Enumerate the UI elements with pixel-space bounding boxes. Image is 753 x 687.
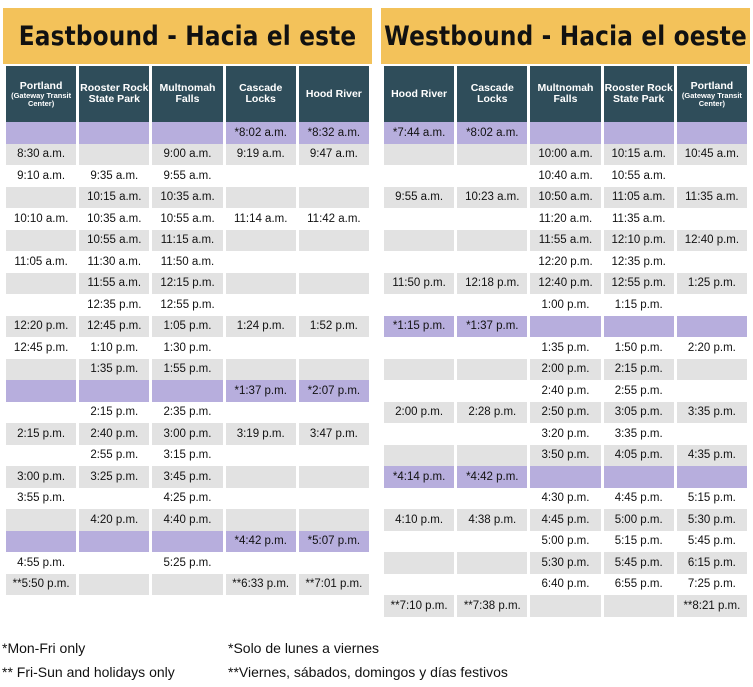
schedule-cell: 2:55 p.m. [604,380,674,402]
schedule-cell [152,574,222,596]
schedule-cell: 6:15 p.m. [677,552,747,574]
westbound-title-bar [381,8,750,64]
schedule-cell [457,552,527,574]
schedule-cell [299,402,369,424]
footnote-mon-fri-es: *Solo de lunes a viernes [228,640,379,656]
schedule-cell: 3:00 p.m. [152,423,222,445]
schedule-cell [677,294,747,316]
schedule-cell: 1:05 p.m. [152,316,222,338]
schedule-cell: 11:42 a.m. [299,208,369,230]
schedule-cell: 12:18 p.m. [457,273,527,295]
schedule-cell [530,122,600,144]
schedule-cell: 12:55 p.m. [604,273,674,295]
schedule-cell: 12:10 p.m. [604,230,674,252]
schedule-cell [79,380,149,402]
schedule-cell [299,445,369,467]
column-header [226,66,296,122]
schedule-cell [299,165,369,187]
schedule-cell: 10:55 a.m. [604,165,674,187]
schedule-cell [226,337,296,359]
schedule-cell: 12:40 p.m. [530,273,600,295]
schedule-cell [604,316,674,338]
schedule-cell [457,165,527,187]
schedule-cell: 11:05 a.m. [6,251,76,273]
schedule-cell: 10:15 a.m. [604,144,674,166]
schedule-cell: 11:30 a.m. [79,251,149,273]
schedule-cell: *1:37 p.m. [226,380,296,402]
schedule-cell [384,488,454,510]
schedule-cell: 9:19 a.m. [226,144,296,166]
schedule-cell [79,552,149,574]
schedule-cell: *8:32 a.m. [299,122,369,144]
schedule-cell [6,230,76,252]
column-header-name: Multnomah Falls [537,82,594,105]
schedule-cell [299,466,369,488]
schedule-cell [457,359,527,381]
schedule-cell: 4:30 p.m. [530,488,600,510]
schedule-cell [6,122,76,144]
schedule-cell [299,187,369,209]
schedule-cell: 8:30 a.m. [6,144,76,166]
schedule-cell: 2:35 p.m. [152,402,222,424]
schedule-cell [457,488,527,510]
schedule-cell: 11:50 a.m. [152,251,222,273]
schedule-cell [384,337,454,359]
schedule-cell: 11:15 a.m. [152,230,222,252]
schedule-cell: 3:20 p.m. [530,423,600,445]
schedule-cell: 2:40 p.m. [79,423,149,445]
schedule-cell: 10:40 a.m. [530,165,600,187]
schedule-cell: *1:15 p.m. [384,316,454,338]
schedule-cell: *7:44 a.m. [384,122,454,144]
schedule-cell: 12:35 p.m. [79,294,149,316]
schedule-cell: 10:50 a.m. [530,187,600,209]
schedule-cell: 12:45 p.m. [6,337,76,359]
schedule-cell [79,488,149,510]
schedule-cell: 7:25 p.m. [677,574,747,596]
schedule-cell [384,251,454,273]
schedule-cell: **6:33 p.m. [226,574,296,596]
schedule-cell: 3:25 p.m. [79,466,149,488]
schedule-cell: 3:50 p.m. [530,445,600,467]
schedule-cell: 6:55 p.m. [604,574,674,596]
schedule-cell: *1:37 p.m. [457,316,527,338]
schedule-cell [6,359,76,381]
schedule-cell [299,552,369,574]
column-header [6,66,76,122]
column-header-name: Multnomah Falls [159,82,216,105]
column-header [384,66,454,122]
schedule-cell [79,531,149,553]
schedule-cell: 2:20 p.m. [677,337,747,359]
schedule-cell: 11:50 p.m. [384,273,454,295]
schedule-cell: 11:55 a.m. [79,273,149,295]
schedule-cell: *4:14 p.m. [384,466,454,488]
schedule-cell [299,273,369,295]
schedule-cell [384,144,454,166]
schedule-cell [299,251,369,273]
schedule-cell: 2:15 p.m. [79,402,149,424]
schedule-cell: 2:40 p.m. [530,380,600,402]
schedule-cell: 5:00 p.m. [530,531,600,553]
schedule-cell [226,402,296,424]
schedule-cell: 10:55 a.m. [152,208,222,230]
schedule-cell: 4:35 p.m. [677,445,747,467]
schedule-cell [299,595,369,617]
schedule-cell [604,466,674,488]
schedule-cell [226,445,296,467]
schedule-cell [226,187,296,209]
column-header [79,66,149,122]
schedule-cell [6,294,76,316]
schedule-cell: 1:15 p.m. [604,294,674,316]
schedule-cell: 5:30 p.m. [530,552,600,574]
schedule-cell: 1:50 p.m. [604,337,674,359]
column-header-name: Hood River [305,87,362,100]
schedule-cell: 9:47 a.m. [299,144,369,166]
schedule-cell [226,273,296,295]
schedule-cell [457,380,527,402]
schedule-cell: 12:40 p.m. [677,230,747,252]
schedule-cell: 3:35 p.m. [677,402,747,424]
schedule-cell [677,380,747,402]
column-header [152,66,222,122]
column-header [530,66,600,122]
schedule-cell: 4:10 p.m. [384,509,454,531]
schedule-cell: 2:28 p.m. [457,402,527,424]
schedule-cell [677,466,747,488]
schedule-cell: 9:10 a.m. [6,165,76,187]
schedule-cell [384,380,454,402]
schedule-cell: 3:00 p.m. [6,466,76,488]
column-header [299,66,369,122]
schedule-cell [79,144,149,166]
eastbound-title: Eastbound - Hacia el este [29,8,346,64]
schedule-cell [6,445,76,467]
schedule-cell: 10:00 a.m. [530,144,600,166]
schedule-cell: 3:47 p.m. [299,423,369,445]
schedule-cell [677,251,747,273]
schedule-cell: **7:10 p.m. [384,595,454,617]
schedule-cell: **5:50 p.m. [6,574,76,596]
schedule-cell: 11:14 a.m. [226,208,296,230]
schedule-cell [299,509,369,531]
column-header-name: Portland [690,79,734,92]
schedule-cell [384,294,454,316]
schedule-cell [384,359,454,381]
schedule-cell: 3:19 p.m. [226,423,296,445]
schedule-cell [384,574,454,596]
schedule-cell: 5:00 p.m. [604,509,674,531]
schedule-cell [226,466,296,488]
schedule-cell: 4:20 p.m. [79,509,149,531]
schedule-cell [226,359,296,381]
schedule-cell: 5:45 p.m. [604,552,674,574]
schedule-cell: 12:55 p.m. [152,294,222,316]
schedule-cell [299,337,369,359]
schedule-cell: 4:25 p.m. [152,488,222,510]
schedule-cell: 1:35 p.m. [530,337,600,359]
schedule-cell [457,423,527,445]
schedule-cell [457,294,527,316]
westbound-schedule-table [381,64,750,617]
schedule-cell: *4:42 p.m. [457,466,527,488]
schedule-cell [226,230,296,252]
schedule-cell: 3:55 p.m. [6,488,76,510]
westbound-panel [381,8,750,617]
schedule-cell: 2:00 p.m. [384,402,454,424]
schedule-cell [457,531,527,553]
schedule-cell: 3:05 p.m. [604,402,674,424]
schedule-cell: 4:45 p.m. [604,488,674,510]
schedule-cell: 10:15 a.m. [79,187,149,209]
schedule-cell [384,165,454,187]
westbound-title: Westbound - Hacia el oeste [407,8,724,64]
column-header-sub: (Gateway Transit Center) [681,90,742,108]
schedule-cell [6,380,76,402]
schedule-cell [79,595,149,617]
schedule-cell [457,144,527,166]
schedule-cell: 9:00 a.m. [152,144,222,166]
schedule-cell [6,402,76,424]
schedule-cell: 1:52 p.m. [299,316,369,338]
schedule-cell: 11:55 a.m. [530,230,600,252]
schedule-cell [677,316,747,338]
schedule-cell [677,122,747,144]
schedule-cell [226,294,296,316]
schedule-cell [384,531,454,553]
schedule-cell [457,230,527,252]
schedule-cell: 1:55 p.m. [152,359,222,381]
schedule-cell: 1:30 p.m. [152,337,222,359]
column-header-sub: (Gateway Transit Center) [11,90,72,108]
schedule-cell [384,208,454,230]
schedule-cell: 2:15 p.m. [604,359,674,381]
column-header-name: Portland [19,79,63,92]
column-header-name: Cascade Locks [239,82,283,105]
footnote-fri-sun-es: **Viernes, sábados, domingos y días festivos [228,664,508,680]
schedule-cell: 10:45 a.m. [677,144,747,166]
schedule-cell: **8:21 p.m. [677,595,747,617]
schedule-cell: 10:35 a.m. [79,208,149,230]
schedule-cell: 2:15 p.m. [6,423,76,445]
schedule-cell: 1:24 p.m. [226,316,296,338]
schedule-cell: *8:02 a.m. [457,122,527,144]
schedule-cell: 5:45 p.m. [677,531,747,553]
schedule-cell [226,552,296,574]
schedule-cell: 10:55 a.m. [79,230,149,252]
schedule-cell: 5:15 p.m. [677,488,747,510]
schedule-cell: 10:35 a.m. [152,187,222,209]
column-header-name: Rooster Rock State Park [604,82,673,105]
schedule-cell [79,122,149,144]
schedule-cell: *4:42 p.m. [226,531,296,553]
schedule-cell: 3:45 p.m. [152,466,222,488]
eastbound-title-bar [3,8,372,64]
schedule-cell [384,230,454,252]
column-header [677,66,747,122]
schedule-cell [457,251,527,273]
schedule-cell: 11:05 a.m. [604,187,674,209]
schedule-cell [299,294,369,316]
schedule-cell [604,122,674,144]
schedule-cell: 4:40 p.m. [152,509,222,531]
schedule-cell: 1:35 p.m. [79,359,149,381]
schedule-cell: 5:30 p.m. [677,509,747,531]
schedule-cell: 12:45 p.m. [79,316,149,338]
schedule-cell: 10:10 a.m. [6,208,76,230]
schedule-cell [677,165,747,187]
eastbound-schedule-table [3,64,372,617]
schedule-cell [677,208,747,230]
schedule-cell [457,337,527,359]
schedule-cell [226,595,296,617]
schedule-cell: 3:35 p.m. [604,423,674,445]
schedule-cell [226,488,296,510]
schedule-cell: 4:55 p.m. [6,552,76,574]
schedule-cell [152,122,222,144]
schedule-cell: 2:55 p.m. [79,445,149,467]
schedule-cell: 6:40 p.m. [530,574,600,596]
schedule-cell [226,509,296,531]
schedule-cell: **7:01 p.m. [299,574,369,596]
schedule-cell [457,445,527,467]
schedule-cell: 1:10 p.m. [79,337,149,359]
schedule-cell [299,488,369,510]
schedule-cell [530,466,600,488]
schedule-cell: 12:15 p.m. [152,273,222,295]
schedule-cell [79,574,149,596]
schedule-cell: 3:15 p.m. [152,445,222,467]
schedule-cell: 12:35 p.m. [604,251,674,273]
eastbound-panel [3,8,372,617]
schedule-cell: 9:35 a.m. [79,165,149,187]
column-header-name: Cascade Locks [470,82,514,105]
schedule-cell [530,316,600,338]
column-header-name: Rooster Rock State Park [80,82,149,105]
footnote-mon-fri-en: *Mon-Fri only [2,640,86,656]
schedule-cell [299,230,369,252]
schedule-cell: 11:20 a.m. [530,208,600,230]
schedule-cell [152,531,222,553]
column-header [604,66,674,122]
schedule-cell [457,208,527,230]
schedule-cell [226,165,296,187]
schedule-cell [6,531,76,553]
schedule-cell: 1:00 p.m. [530,294,600,316]
schedule-cell: 2:00 p.m. [530,359,600,381]
schedule-cell: 5:25 p.m. [152,552,222,574]
column-header [457,66,527,122]
schedule-cell: 11:35 a.m. [677,187,747,209]
schedule-cell: 5:15 p.m. [604,531,674,553]
schedule-cell [677,423,747,445]
column-header-name: Hood River [391,87,448,100]
schedule-cell: 4:05 p.m. [604,445,674,467]
schedule-cell: 12:20 p.m. [6,316,76,338]
footnote-fri-sun-en: ** Fri-Sun and holidays only [2,664,175,680]
schedule-cell: 2:50 p.m. [530,402,600,424]
schedule-cell [677,359,747,381]
schedule-cell: 9:55 a.m. [384,187,454,209]
schedule-cell [226,251,296,273]
schedule-cell: *2:07 p.m. [299,380,369,402]
schedule-cell: **7:38 p.m. [457,595,527,617]
schedule-cell [6,595,76,617]
schedule-cell [6,273,76,295]
schedule-cell [604,595,674,617]
schedule-cell [384,423,454,445]
schedule-cell [6,509,76,531]
schedule-cell [299,359,369,381]
schedule-cell: 10:23 a.m. [457,187,527,209]
schedule-cell: 11:35 a.m. [604,208,674,230]
schedule-cell: *8:02 a.m. [226,122,296,144]
schedule-cell: 1:25 p.m. [677,273,747,295]
schedule-cell: 4:45 p.m. [530,509,600,531]
schedule-cell [6,187,76,209]
schedule-cell: 12:20 p.m. [530,251,600,273]
schedule-cell: 9:55 a.m. [152,165,222,187]
schedule-cell [152,380,222,402]
schedule-cell: 4:38 p.m. [457,509,527,531]
schedule-cell [457,574,527,596]
schedule-cell [384,445,454,467]
schedule-cell: *5:07 p.m. [299,531,369,553]
schedule-cell [530,595,600,617]
schedule-cell [384,552,454,574]
schedule-cell [152,595,222,617]
